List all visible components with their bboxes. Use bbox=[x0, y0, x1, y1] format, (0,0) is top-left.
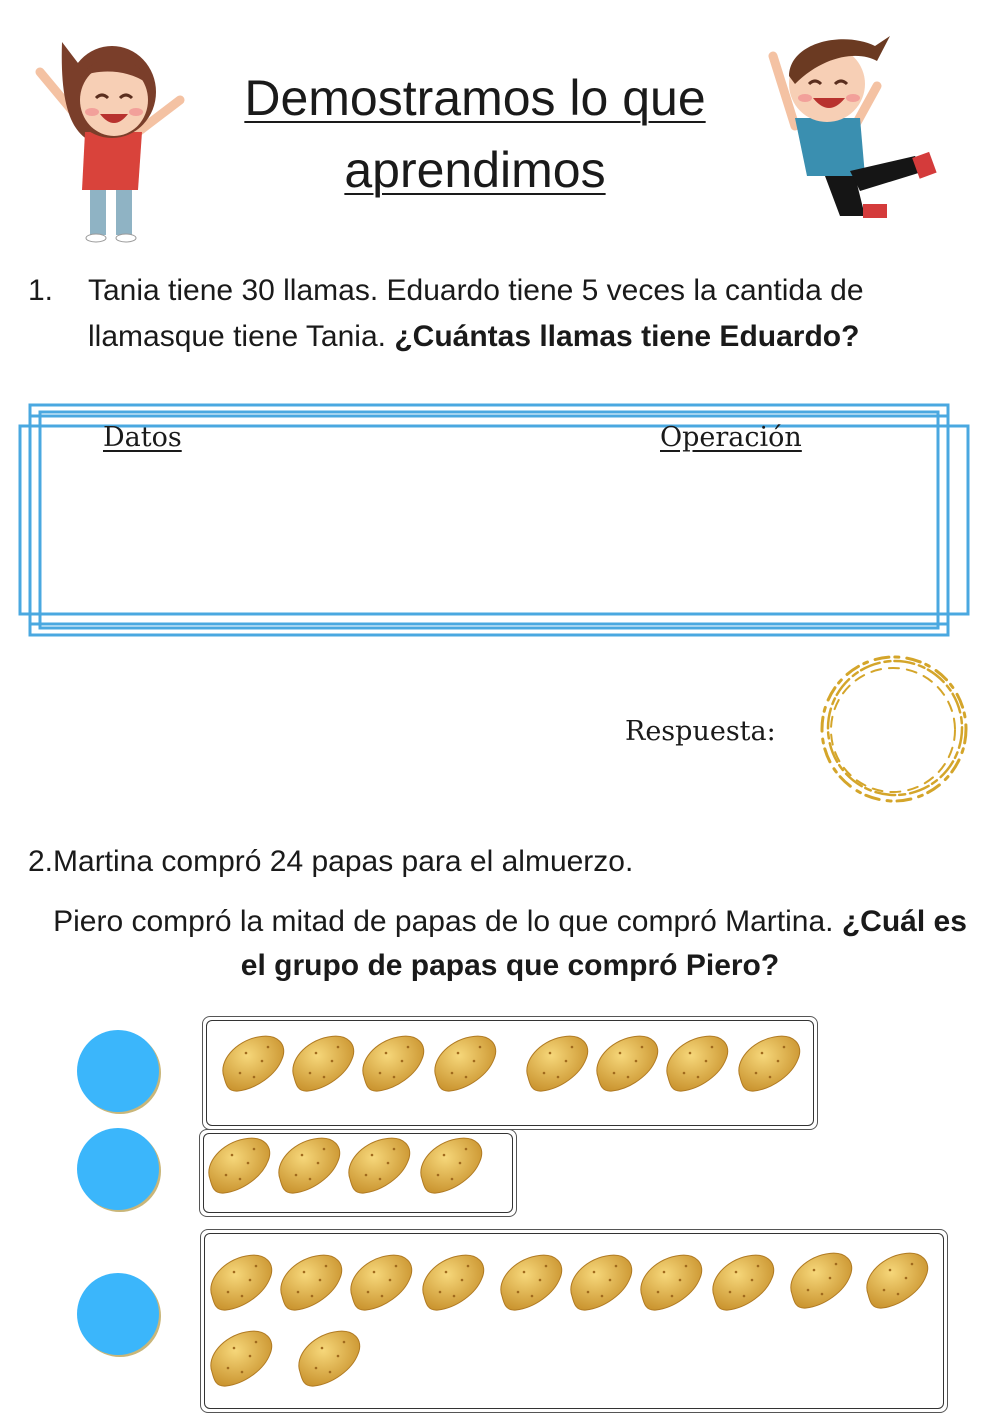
question-1-text: Tania tiene 30 llamas. Eduardo tiene 5 veces la cantida de llamasque tiene Tania. bbox=[88, 274, 864, 353]
option-circle-3[interactable] bbox=[77, 1273, 159, 1355]
potato-icon bbox=[216, 1031, 288, 1097]
option-circle-2[interactable] bbox=[77, 1128, 159, 1210]
potato-icon bbox=[204, 1250, 276, 1316]
title-line-1: Demostramos lo que bbox=[244, 70, 706, 126]
potato-icon bbox=[272, 1133, 344, 1199]
boy-illustration bbox=[765, 26, 955, 238]
potato-icon bbox=[356, 1031, 428, 1097]
potato-icon bbox=[732, 1031, 804, 1097]
potato-icon bbox=[292, 1326, 364, 1392]
potato-icon bbox=[286, 1031, 358, 1097]
operacion-label: Operación bbox=[660, 422, 802, 453]
potato-icon bbox=[274, 1250, 346, 1316]
question-2-text: Piero compró la mitad de papas de lo que compró Martina. bbox=[53, 905, 834, 938]
potato-icon bbox=[204, 1326, 276, 1392]
potato-icon bbox=[706, 1250, 778, 1316]
potato-icon bbox=[428, 1031, 500, 1097]
potato-icon bbox=[344, 1250, 416, 1316]
potato-icon bbox=[202, 1133, 274, 1199]
potato-icon bbox=[416, 1250, 488, 1316]
potato-icon bbox=[564, 1250, 636, 1316]
potato-icon bbox=[494, 1250, 566, 1316]
question-1-number: 1. bbox=[28, 274, 54, 307]
question-2 bbox=[40, 900, 980, 988]
potato-icon bbox=[784, 1248, 856, 1314]
potato-icon bbox=[342, 1133, 414, 1199]
potato-icon bbox=[520, 1031, 592, 1097]
datos-label: Datos bbox=[103, 422, 182, 453]
potato-icon bbox=[590, 1031, 662, 1097]
page-title bbox=[200, 62, 750, 206]
question-2-line-1: 2.Martina compró 24 papas para el almuerzo. bbox=[28, 845, 634, 878]
question-1-bold: ¿Cuántas llamas tiene Eduardo? bbox=[394, 320, 860, 353]
potato-icon bbox=[860, 1248, 932, 1314]
potato-icon bbox=[634, 1250, 706, 1316]
potato-icon bbox=[660, 1031, 732, 1097]
answer-ring[interactable] bbox=[815, 650, 973, 808]
title-line-2: aprendimos bbox=[344, 142, 606, 198]
potato-icon bbox=[414, 1133, 486, 1199]
option-circle-1[interactable] bbox=[77, 1030, 159, 1112]
question-2-bold: ¿Cuál es el grupo de papas que compró Piero? bbox=[240, 905, 967, 982]
girl-illustration bbox=[30, 22, 190, 244]
question-1 bbox=[28, 268, 978, 360]
answer-label: Respuesta: bbox=[625, 716, 776, 747]
